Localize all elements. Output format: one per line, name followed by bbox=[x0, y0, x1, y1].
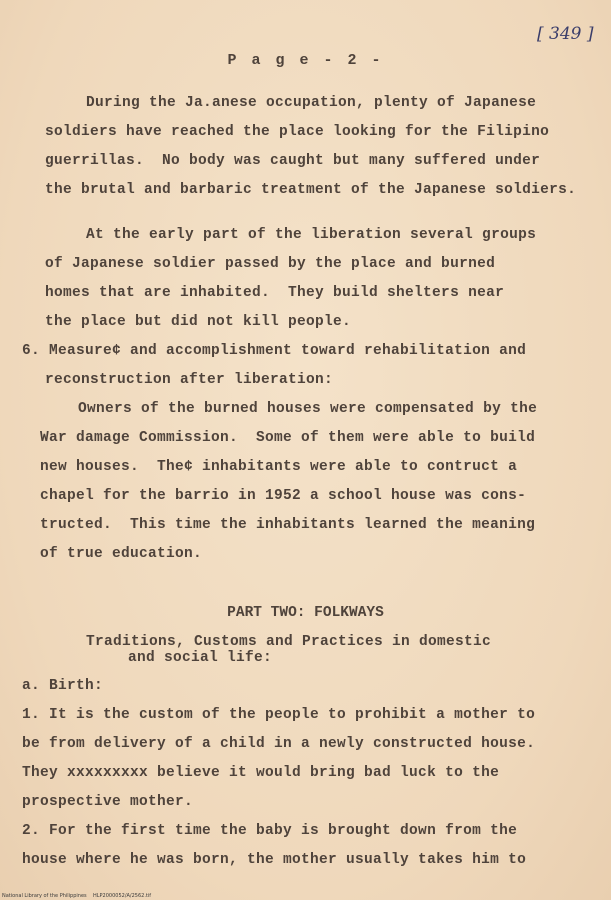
subtitle-line1: Traditions, Customs and Practices in domestic bbox=[86, 634, 492, 650]
page-header: P a g e - 2 - bbox=[227, 52, 384, 69]
birth-item-line1: 1. It is the custom of the people to prohibit a mother to bbox=[22, 707, 536, 723]
item6-line2: reconstruction after liberation: bbox=[45, 372, 334, 388]
para2-line2: of Japanese soldier passed by the place and burned bbox=[45, 256, 496, 272]
para1-line3: guerrillas. No body was caught but many suffered under bbox=[45, 153, 541, 169]
birth-heading: a. Birth: bbox=[22, 678, 104, 694]
para3-line2: War damage Commission. Some of them were able to build bbox=[40, 430, 536, 446]
part-two-title: PART TWO: FOLKWAYS bbox=[227, 605, 384, 621]
para3-line6: of true education. bbox=[40, 546, 203, 562]
para1-line1: During the Ja.anese occupation, plenty of Japanese bbox=[86, 95, 537, 111]
birth-item-line6: house where he was born, the mother usually takes him to bbox=[22, 852, 527, 868]
para1-line2: soldiers have reached the place looking for the Filipino bbox=[45, 124, 550, 140]
para2-line1: At the early part of the liberation several groups bbox=[86, 227, 537, 243]
para3-line1: Owners of the burned houses were compensated by the bbox=[78, 401, 538, 417]
handwritten-page-number: [ 349 ] bbox=[537, 24, 594, 44]
para2-line4: the place but did not kill people. bbox=[45, 314, 352, 330]
birth-item-line4: prospective mother. bbox=[22, 794, 194, 810]
scan-footer: National Library of the Philippines HLP2000052/A/2562.tif bbox=[2, 893, 152, 899]
para3-line3: new houses. The¢ inhabitants were able to contruct a bbox=[40, 459, 518, 475]
para3-line5: tructed. This time the inhabitants learned the meaning bbox=[40, 517, 536, 533]
para1-line4: the brutal and barbaric treatment of the Japanese soldiers. bbox=[45, 182, 577, 198]
birth-item-line3: They xxxxxxxxx believe it would bring bad luck to the bbox=[22, 765, 500, 781]
para3-line4: chapel for the barrio in 1952 a school house was cons- bbox=[40, 488, 527, 504]
birth-item-line2: be from delivery of a child in a newly constructed house. bbox=[22, 736, 536, 752]
para2-line3: homes that are inhabited. They build shelters near bbox=[45, 285, 505, 301]
subtitle-line2: and social life: bbox=[128, 650, 273, 666]
birth-item-line5: 2. For the first time the baby is brought down from the bbox=[22, 823, 518, 839]
item6-line1: 6. Measure¢ and accomplishment toward rehabilitation and bbox=[22, 343, 527, 359]
